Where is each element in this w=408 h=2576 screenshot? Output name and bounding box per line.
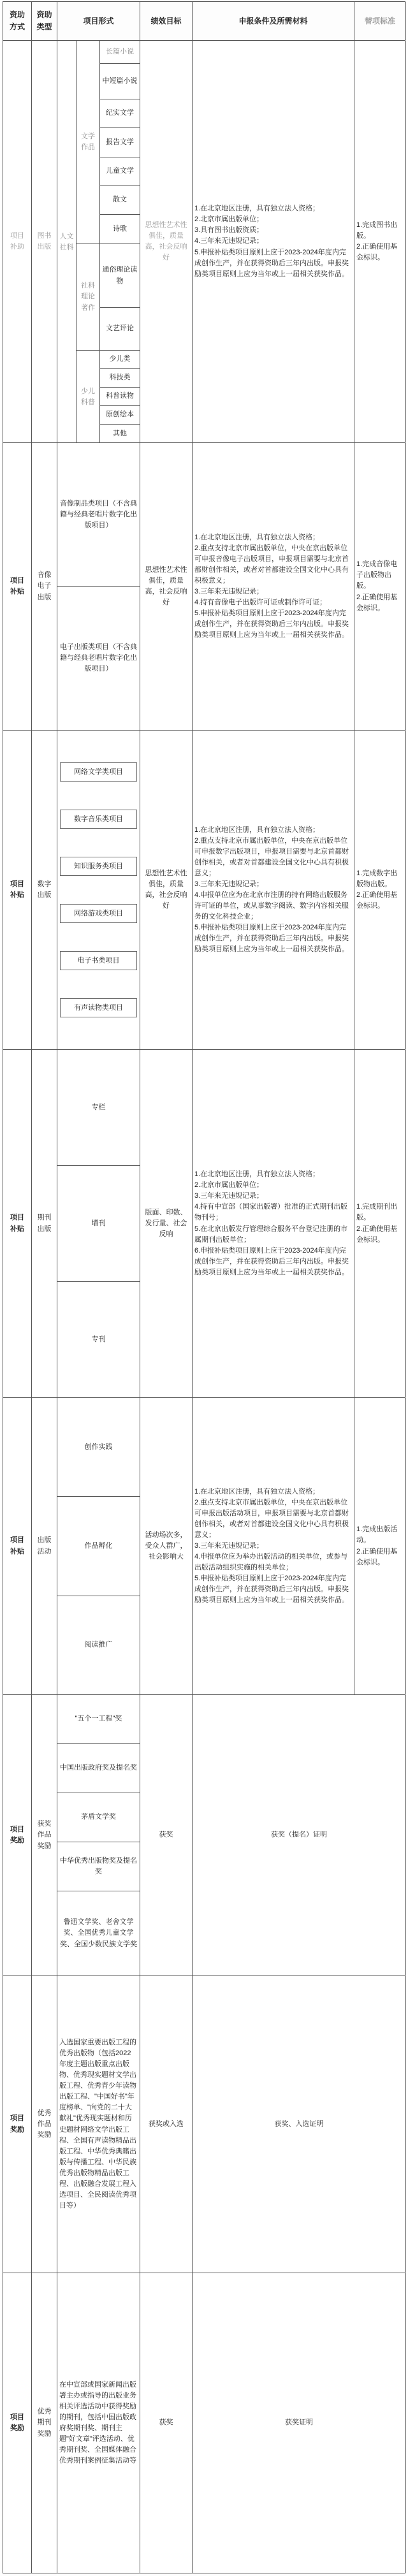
form-item: 网络游戏类项目	[60, 904, 137, 924]
section4-method: 项目 补贴	[3, 1050, 32, 1397]
section7-type: 优秀 作品 奖励	[32, 1976, 57, 2273]
section-excellent-periodicals	[3, 2273, 405, 2573]
section5-standard-cell	[354, 1398, 406, 1694]
section3-goal: 思想性艺术性俱佳，质量高，社会反响好	[140, 731, 193, 1049]
section-publishing-activity	[3, 1398, 405, 1695]
group-children-science-items	[100, 351, 140, 442]
form-item: 报告文学	[100, 128, 140, 157]
section2-forms	[57, 443, 140, 730]
section3-type: 数字 出版	[32, 731, 57, 1049]
section1-forms	[57, 41, 140, 442]
form-item: 散文	[100, 186, 140, 215]
section1-type: 图书 出版	[32, 41, 57, 442]
section4-conditions-cell	[193, 1050, 354, 1397]
section1-conditions: 1.在北京地区注册，具有独立法人资格； 2.北京市属出版单位； 3.具有图书出版资质； 4.三年来无违规记录； 5.申报补贴类项目原则上应于2023-2024年度内完成创作生产，并在获得资助后三年内出版。申报奖励类项目原则上应为当年或上一届相关获奖作品。	[194, 205, 349, 278]
section7-form: 入选国家重要出版工程的优秀出版物（包括2022年度主题出版重点出版物、优秀现实题材文学出版工程、优秀青少年读物出版工程、"中国好书"年度榜单、"向党的二十大献礼"优秀现实题材和历史题材网络文学出版工程、全国有声读物精品出版工程、中华优秀典籍出版与传播工程、中华民族优秀出版物精品出版工程、出版融合发展工程入选项目、全民阅读优秀项目等）	[59, 2039, 136, 2209]
form-item: 电子书类项目	[60, 951, 137, 971]
section1-groups	[76, 41, 140, 442]
section2-goal: 思想性艺术性俱佳，质量高，社会反响好	[140, 443, 193, 730]
section8-goal: 获奖	[140, 2273, 193, 2573]
form-item: 少儿类	[100, 351, 140, 369]
group-literature	[76, 41, 140, 244]
section3-standard-cell	[354, 731, 406, 1049]
section8-conditions: 获奖证明	[193, 2273, 406, 2573]
section3-conditions-cell	[193, 731, 354, 1049]
section3-method: 项目 补贴	[3, 731, 32, 1049]
section-digital	[3, 731, 405, 1050]
section7-conditions: 获奖、入选证明	[193, 1976, 406, 2273]
header-funding-method: 资助 方式	[3, 2, 32, 40]
section6-method: 项目 奖励	[3, 1695, 32, 1976]
section2-standard: 1.完成音像电子出版物出版。 2.正确使用基金标识。	[356, 560, 398, 612]
header-funding-type: 资助 类型	[32, 2, 57, 40]
section-periodical	[3, 1050, 405, 1398]
section1-standard: 1.完成图书出版。 2.正确使用基金标识。	[356, 221, 398, 262]
section5-forms	[57, 1398, 140, 1694]
section4-conditions: 1.在北京地区注册，具有独立法人资格； 2.北京市属出版单位； 3.三年来无违规记录； 4.持有中宣部（国家出版署）批准的正式期刊出版物刊号； 5.在北京出版发行管理综合服务平台登记注册的市属期刊出版单位； 6.申报补贴类项目原则上应于2023-2024年度内完成创作生产，并在获得资助后三年内出版。申报奖励类项目原则上应为当年或上一届相关获奖作品。	[194, 1170, 349, 1276]
form-item: 中华优秀出版物奖及提名奖	[57, 1842, 140, 1891]
funding-table	[3, 1, 405, 2573]
section3-forms	[57, 731, 140, 1049]
header-performance-goal: 绩效目标	[140, 2, 193, 40]
section5-goal: 活动场次多，受众人群广，社会影响大	[140, 1398, 193, 1694]
form-item: 专刊	[91, 1335, 106, 1343]
form-item: 文艺评论	[106, 324, 134, 333]
form-item: 有声读物类项目	[60, 998, 137, 1018]
section1-method: 项目 补助	[3, 41, 32, 442]
section1-outer-label: 人文 社科	[57, 41, 76, 442]
section5-conditions: 1.在北京地区注册，具有独立法人资格； 2.重点支持北京市属出版单位，中央在京出版单位可申报出版活动项目，申报项目需要与北京首都财创作相关，或者对首都建设全国文化中心具有积极意义； 3.三年来无违规记录； 4.申报单位应为举办出版活动的相关单位，或参与出版活动组织实施的相关单位； 5.申报补贴类项目原则上应于2023-2024年度内完成创作生产，并在获得资助后三年内出版。申报奖励类项目原则上应为当年或上一届相关获奖作品。	[194, 1487, 349, 1605]
group-literature-label: 文学 作品	[76, 41, 100, 244]
section7-form-cell	[57, 1976, 140, 2273]
section8-form-cell	[57, 2273, 140, 2573]
section6-forms	[57, 1695, 140, 1976]
header-standard: 替项标准	[354, 2, 406, 40]
header-project-form: 项目形式	[57, 2, 140, 40]
section1-conditions-cell	[193, 41, 354, 442]
form-item: 其他	[113, 430, 127, 438]
form-item: 儿童文学	[100, 157, 140, 186]
form-item: 作品孵化	[57, 1497, 140, 1596]
section8-form: 在中宣部或国家新闻出版署主办或指导的出版业务相关评选活动中获得奖励的期刊，包括中国出版政府奖期刊奖、期刊主题"好文章"评选活动、优秀期刊奖、全国媒体融合优秀期刊案例征集活动等	[59, 2380, 136, 2465]
section2-standard-cell	[354, 443, 406, 730]
form-item: 茅盾文学奖	[57, 1793, 140, 1842]
section1-goal: 思想性艺术性俱佳，质量高，社会反响好	[140, 41, 193, 442]
section1-standard-cell	[354, 41, 406, 442]
form-item: 数字音乐类项目	[60, 810, 137, 829]
section4-standard: 1.完成期刊出版。 2.正确使用基金标识。	[356, 1203, 398, 1244]
section4-goal: 版面、印数、发行量、社会反响	[140, 1050, 193, 1397]
section2-method: 项目 补贴	[3, 443, 32, 730]
form-item: 电子出版类项目（不含典籍与经典老唱片数字化出版项目）	[60, 643, 137, 673]
section8-method: 项目 奖励	[3, 2273, 32, 2573]
section3-standard: 1.完成数字出版物出版。 2.正确使用基金标识。	[356, 869, 398, 910]
section7-method: 项目 奖励	[3, 1976, 32, 2273]
section-av-electronic	[3, 443, 405, 731]
form-item: 通俗理论读物	[100, 244, 140, 308]
form-item: "五个一工程"奖	[57, 1695, 140, 1744]
section7-goal: 获奖或入选	[140, 1976, 193, 2273]
table-header	[3, 1, 405, 41]
section-award-works	[3, 1695, 405, 1976]
form-item: 科普读物	[100, 388, 140, 406]
form-item: 纪实文学	[100, 99, 140, 128]
form-item: 音像制品类项目（不含典籍与经典老唱片数字化出版项目）	[57, 443, 140, 587]
section2-conditions-cell	[193, 443, 354, 730]
section-excellent-works	[3, 1976, 405, 2273]
form-item: 网络文学类项目	[60, 762, 137, 782]
section2-type: 音像 电子 出版	[32, 443, 57, 730]
section2-conditions: 1.在北京地区注册，具有独立法人资格； 2.重点支持北京市属出版单位，中央在京出版单位可申报音像电子出版项目，申报项目需要与北京首都财创作相关，或者对首都建设全国文化中心具有积极意义； 3.三年来无违规记录； 4.持有音像电子出版许可证或制作许可证； 5.申报补贴类项目原则上应于2023-2024年度内完成创作生产，并在获得资助后三年内出版。申报奖励类项目原则上应为当年或上一届相关获奖作品。	[194, 533, 349, 639]
group-social-science	[76, 244, 140, 351]
section3-forms-list	[57, 731, 140, 1049]
form-item: 鲁迅文学奖、老舍文学奖、全国优秀儿童文学奖、全国少数民族文学奖	[60, 1918, 137, 1948]
section4-standard-cell	[354, 1050, 406, 1397]
section6-goal: 获奖	[140, 1695, 193, 1976]
section6-type: 获奖 作品 奖励	[32, 1695, 57, 1976]
form-item: 中国出版政府奖及提名奖	[57, 1744, 140, 1793]
form-item: 科技类	[100, 369, 140, 388]
section-book-publishing	[3, 41, 405, 443]
form-item: 创作实践	[57, 1398, 140, 1497]
section5-standard: 1.完成出版活动。 2.正确使用基金标识。	[356, 1525, 398, 1566]
group-children-science	[76, 351, 140, 442]
form-item: 原创绘本	[100, 406, 140, 425]
section1-forms-grid	[57, 41, 140, 442]
header-conditions: 申报条件及所需材料	[193, 2, 354, 40]
group-social-science-label: 社科理论著作	[76, 244, 100, 350]
group-literature-items	[100, 41, 140, 244]
section3-conditions: 1.在北京地区注册，具有独立法人资格； 2.重点支持北京市属出版单位，中央在京出版单位可申报数字出版项目，申报项目需要与北京首都财创作相关，或者对首都建设全国文化中心具有积极意义； 3.三年来无违规记录； 4.申报单位应为在北京市注册的持有网络出版服务许可证的单位，或从事数字阅读、数字内容相关服务的文化科技企业； 5.申报补贴类项目原则上应于2023-2024年度内完成创作生产，并在获得资助后三年内出版。申报奖励类项目原则上应为当年或上一届相关获奖作品。	[194, 826, 349, 954]
section4-type: 期刊 出版	[32, 1050, 57, 1397]
group-social-science-items	[100, 244, 140, 350]
section5-conditions-cell	[193, 1398, 354, 1694]
section8-type: 优秀 期刊 奖励	[32, 2273, 57, 2573]
section5-type: 出版 活动	[32, 1398, 57, 1694]
form-item: 增刊	[57, 1166, 140, 1282]
form-item: 阅读推广	[84, 1641, 113, 1649]
section6-conditions: 获奖（提名）证明	[193, 1695, 406, 1976]
section4-forms	[57, 1050, 140, 1397]
form-item: 中短篇小说	[100, 64, 140, 99]
group-children-science-label: 少儿 科普	[76, 351, 100, 442]
section5-method: 项目 补贴	[3, 1398, 32, 1694]
form-item: 知识服务类项目	[60, 857, 137, 877]
form-item: 专栏	[57, 1050, 140, 1166]
form-item: 诗歌	[113, 224, 127, 233]
form-item: 长篇小说	[100, 41, 140, 64]
